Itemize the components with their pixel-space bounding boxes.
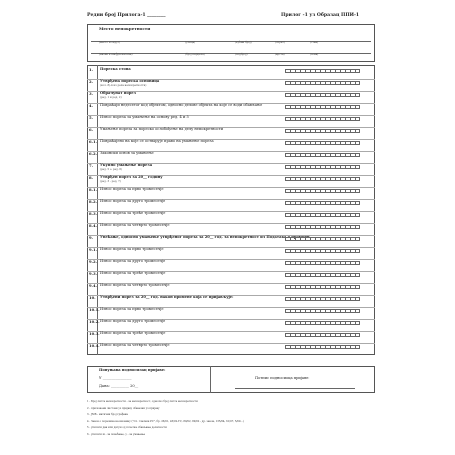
footnote: 2 - приложени листови уз пријаву обавезни уз пријаву [87,406,160,410]
row-label: Износ пореза за треће тромесечје [100,211,166,215]
footnote: 5 - уписати дан или датум од почетка обављања делатности [87,426,167,429]
row-number: 10.1. [89,307,100,312]
row-number: 10.3. [89,331,100,336]
amount-input-cells[interactable] [285,165,360,169]
amount-input-cells[interactable] [285,189,360,193]
amount-input-cells[interactable] [285,345,360,349]
row-label: Износ пореза за треће тромесечје [100,271,166,275]
row-note: (ред. 1 и ред. 2) [100,96,122,99]
row-label: Законски основ за умањење [100,151,154,155]
row-note: (ред. 5 + ред. 6) [100,168,123,171]
row-label: Обрачунат порез [100,91,136,95]
location-sub2-1: (назив и шифра насеља) [99,53,133,56]
row-label: Износ пореза за прво тромесечје [100,247,164,251]
row-number: 6. [89,127,93,132]
location-sub-1: (место и округ) [99,41,121,44]
amount-input-cells[interactable] [285,321,360,325]
form-reference-label: Прилог -1 уз Образац ППИ-1 [281,13,360,18]
amount-input-cells[interactable] [285,213,360,217]
row-label: Умањење пореза за пореско ослобођење на делу непокретности [100,127,224,131]
amount-input-cells[interactable] [285,153,360,157]
location-sub2-5: (зона) [310,53,319,56]
row-number: 9.4. [89,283,97,288]
row-number: 9.3. [89,271,97,276]
row-number: 10. [89,295,96,300]
amount-input-cells[interactable] [285,225,360,229]
amount-input-cells[interactable] [285,93,360,97]
row-label: Износ пореза за друго тромесечје [100,199,166,203]
row-label: Утврђен порез за 20__ годину [100,175,163,179]
row-note: (ред. 3 - ред. 7) [100,180,121,183]
row-label: Утврђена пореска основица [100,79,160,83]
row-number: 1. [89,67,93,72]
row-number: 8. [89,175,93,180]
row-label: Износ пореза за четврто тромесечје [100,343,170,347]
location-sub-5: (стан) [310,41,319,44]
row-number: 10.2. [89,319,100,324]
row-number: 10.4. [89,343,100,348]
amount-input-cells[interactable] [285,309,360,313]
row-number: 6.2. [89,151,97,156]
amount-input-cells[interactable] [285,261,360,265]
row-label: Пореска стопа [100,67,131,71]
row-label: Поврaћaји недеcетог код објектом, односно делове објекта на које се води обављање [100,103,263,107]
signature-title: Попуњава подносилац пријаве: [99,368,166,372]
row-label: Износ пореза за умањење на основу ред. 4 и 5 [100,115,189,119]
amount-input-cells[interactable] [285,177,360,181]
row-label: Поврaћaјено на које се оствaрује право на умaњење порезa [100,139,214,143]
row-number: 9.2. [89,259,97,264]
amount-input-cells[interactable] [285,201,360,205]
amount-input-cells[interactable] [285,117,360,121]
location-sub-2: (улица) [185,41,196,44]
row-label: Износ пореза за четврто тромесечје [100,223,170,227]
row-number: 8.4. [89,223,97,228]
row-number: 4. [89,103,93,108]
row-number: 9. [89,235,93,240]
row-label: Износ пореза за четврто тромесечје [100,283,170,287]
amount-input-cells[interactable] [285,81,360,85]
footnote: 6 - уписати ш - за повећање, у - за умањење [87,432,146,436]
amount-input-cells[interactable] [285,333,360,337]
row-label: Износ пореза за прво тромесечје [100,187,164,191]
amount-input-cells[interactable] [285,69,360,73]
location-sub-4: (спрат) [275,41,285,44]
amount-input-cells[interactable] [285,297,360,301]
row-number: 8.3. [89,211,97,216]
place-field[interactable]: У ________________ [99,376,132,380]
row-number: 5. [89,115,93,120]
location-title: Место непокретности [99,26,151,31]
row-label: Укупно умањење пореза [100,163,153,167]
row-label: Износ пореза за друго тромесечје [100,319,166,323]
location-sub-3: (кућни број) [235,41,252,44]
row-number: 9.1. [89,247,97,252]
amount-input-cells[interactable] [285,129,360,133]
amount-input-cells[interactable] [285,273,360,277]
row-label: Износ пореза за друго тромесечје [100,259,166,263]
row-number: 8.2. [89,199,97,204]
row-number: 2. [89,79,93,84]
row-label: Увећање, односно умањење утврђеног пореза за 20__ год. за непокретност из Података о промени [100,235,310,239]
amount-input-cells[interactable] [285,141,360,145]
row-note: (кол. 8(-4 из дела непокретности) [100,84,147,87]
row-label: Износ пореза за треће тромесечје [100,331,166,335]
location-sub2-2: (број парцеле) [185,53,205,56]
row-label: Износ пореза за прво тромесечје [100,307,164,311]
date-field[interactable]: Дана: __________ 20__ [99,384,139,388]
row-label: Утврђени порез за 20__ год. након промене која се пријављује: [100,295,234,299]
footnote: 4 - Закон о порезима на имовину ("Сл. гласник РС", бр. 26/01, 45/02-УС, 80/02, 80/02 - др. закон, 135/04, 61/07, 5/09...) [87,419,244,423]
amount-input-cells[interactable] [285,285,360,289]
signature-field[interactable]: Потпис подносиоца пријаве: [255,376,310,380]
amount-input-cells[interactable] [285,249,360,253]
amount-input-cells[interactable] [285,105,360,109]
form-page [85,11,377,449]
footnote: 3 - ЈМБ - матични број грађана [87,413,128,416]
location-sub2-3: (подброј) [235,53,248,56]
attachment-number-label: Редни број Прилога-1 ________ [87,13,166,18]
row-number: 3. [89,91,93,96]
amount-input-cells[interactable] [285,237,360,241]
row-number: 6.1. [89,139,97,144]
row-number: 7. [89,163,93,168]
footnote: 1 - Број листа непокретности - за непокретност, односно број листа непокретности [87,400,198,403]
row-number: 8.1. [89,187,97,192]
location-sub2-4: (врста) [275,53,285,56]
